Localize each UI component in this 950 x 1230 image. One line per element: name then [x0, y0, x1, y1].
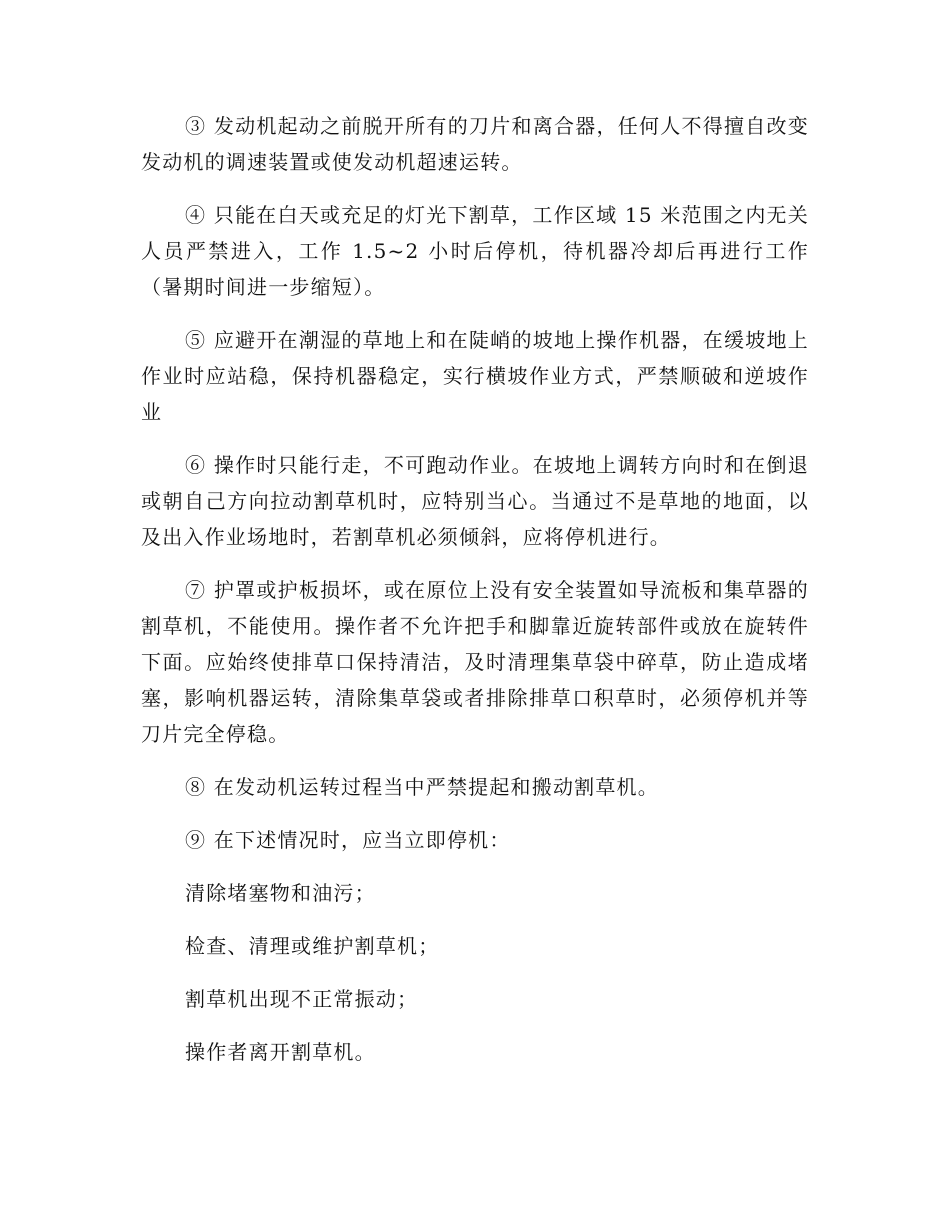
stop-condition-inspect-maintain: 检查、清理或维护割草机； [185, 934, 440, 958]
paragraph-item-8: ⑧ 在发动机运转过程当中严禁提起和搬动割草机。 [185, 775, 659, 799]
stop-condition-abnormal-vibration: 割草机出现不正常振动； [185, 987, 419, 1011]
paragraph-item-3: ③ 发动机起动之前脱开所有的刀片和离合器，任何人不得擅自改变发动机的调速装置或使发动机超速运转。 [141, 114, 809, 174]
stop-condition-operator-leaves: 操作者离开割草机。 [185, 1040, 376, 1064]
paragraph-item-4: ④ 只能在白天或充足的灯光下割草，工作区域 15 米范围之内无关人员严禁进入，工作 1.5~2 小时后停机，待机器冷却后再进行工作（暑期时间进一步缩短）。 [141, 203, 809, 299]
paragraph-item-7: ⑦ 护罩或护板损坏，或在原位上没有安全装置如导流板和集草器的割草机，不能使用。操作者不允许把手和脚靠近旋转部件或放在旋转件下面。应始终使排草口保持清洁，及时清理集草袋中碎草，防止造成堵塞，影响机器运转，清除集草袋或者排除排草口积草时，必须停机并等刀片完全停稳。 [141, 578, 809, 746]
paragraph-item-5: ⑤ 应避开在潮湿的草地上和在陡峭的坡地上操作机器，在缓坡地上作业时应站稳，保持机器稳定，实行横坡作业方式，严禁顺破和逆坡作业 [141, 328, 809, 424]
stop-condition-clear-blockage: 清除堵塞物和油污； [185, 881, 376, 905]
paragraph-item-9: ⑨ 在下述情况时，应当立即停机： [185, 828, 511, 852]
document-body [141, 108, 809, 1087]
paragraph-item-6: ⑥ 操作时只能行走，不可跑动作业。在坡地上调转方向时和在倒退或朝自己方向拉动割草机时，应特别当心。当通过不是草地的地面，以及出入作业场地时，若割草机必须倾斜，应将停机进行。 [141, 453, 809, 549]
